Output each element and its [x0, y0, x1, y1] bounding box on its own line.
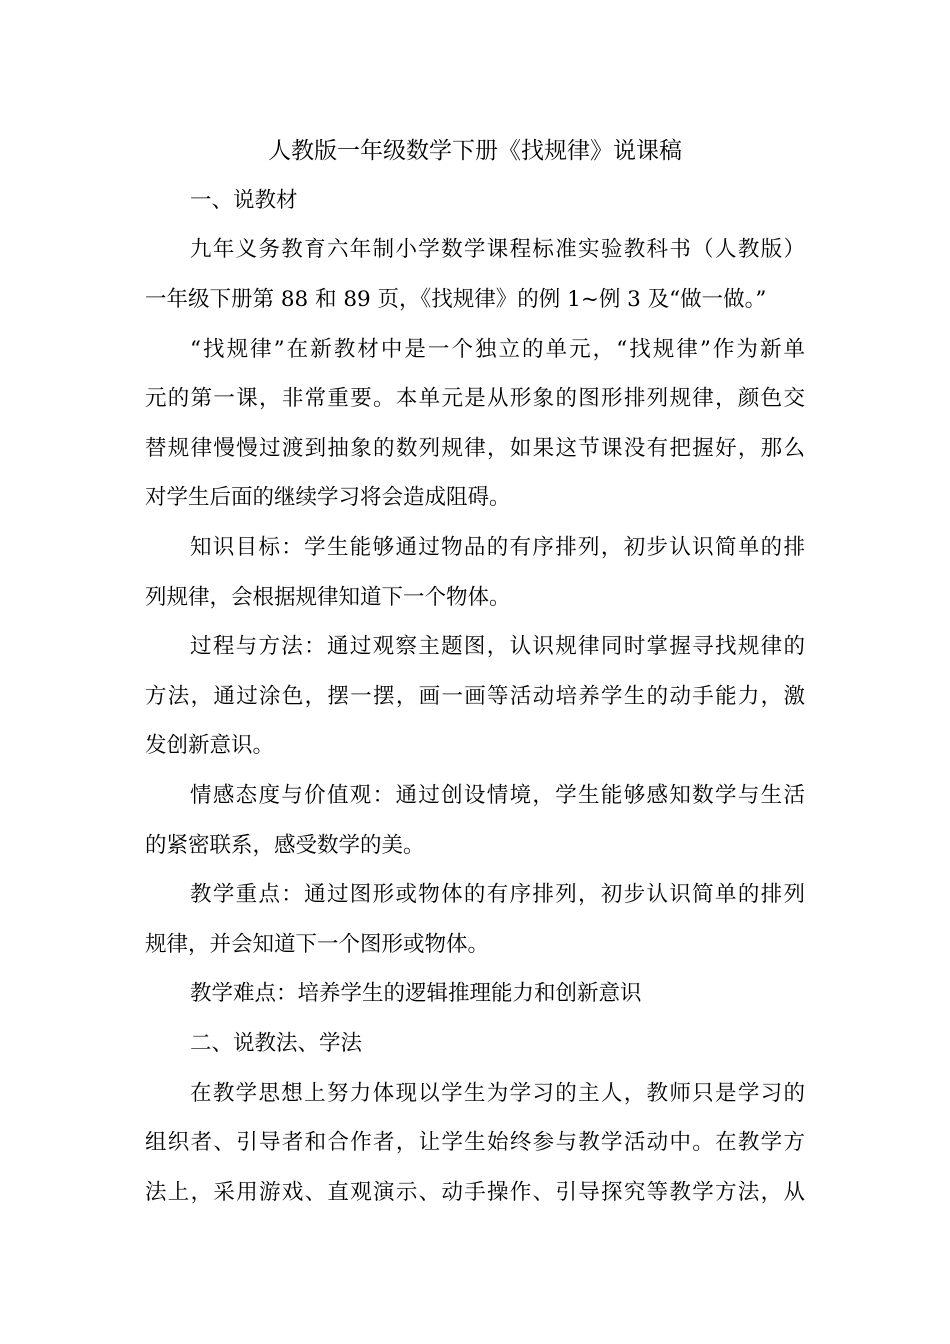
section-heading-methods: 二、说教法、学法: [190, 1031, 363, 1056]
document-title: 人教版一年级数学下册《找规律》说课稿: [268, 138, 682, 164]
paragraph-line: 对学生后面的继续学习将会造成阻碍。: [145, 485, 511, 510]
paragraph-line: 法上，采用游戏、直观演示、动手操作、引导探究等教学方法，从: [145, 1180, 805, 1205]
paragraph-line: 的紧密联系，感受数学的美。: [145, 833, 425, 858]
paragraph-line: 组织者、引导者和合作者，让学生始终参与教学活动中。在教学方: [145, 1130, 805, 1155]
paragraph-line: 元的第一课，非常重要。本单元是从形象的图形排列规律，颜色交: [145, 386, 805, 411]
paragraph-line: 知识目标：学生能够通过物品的有序排列，初步认识简单的排: [190, 535, 805, 560]
paragraph-line: 九年义务教育六年制小学数学课程标准实验教科书（人教版）: [190, 237, 805, 262]
paragraph-line: 列规律，会根据规律知道下一个物体。: [145, 585, 511, 610]
paragraph-line: 在教学思想上努力体现以学生为学习的主人，教师只是学习的: [190, 1081, 805, 1106]
paragraph-line: “找规律”在新教材中是一个独立的单元，“找规律”作为新单: [190, 337, 805, 362]
paragraph-line: 替规律慢慢过渡到抽象的数列规律，如果这节课没有把握好，那么: [145, 436, 805, 461]
paragraph-line: 发创新意识。: [145, 733, 275, 758]
paragraph-line: 方法，通过涂色，摆一摆，画一画等活动培养学生的动手能力，激: [145, 684, 805, 709]
paragraph-line: 一年级下册第 88 和 89 页，《找规律》的例 1~例 3 及“做一做。”: [145, 287, 767, 312]
paragraph-line: 规律，并会知道下一个图形或物体。: [145, 932, 490, 957]
paragraph-line: 过程与方法：通过观察主题图，认识规律同时掌握寻找规律的: [190, 634, 805, 659]
paragraph-line: 情感态度与价值观：通过创设情境，学生能够感知数学与生活: [190, 783, 805, 808]
paragraph-line: 教学难点：培养学生的逻辑推理能力和创新意识: [190, 981, 642, 1006]
section-heading-textbook: 一、说教材: [190, 188, 298, 213]
paragraph-line: 教学重点：通过图形或物体的有序排列，初步认识简单的排列: [190, 882, 805, 907]
